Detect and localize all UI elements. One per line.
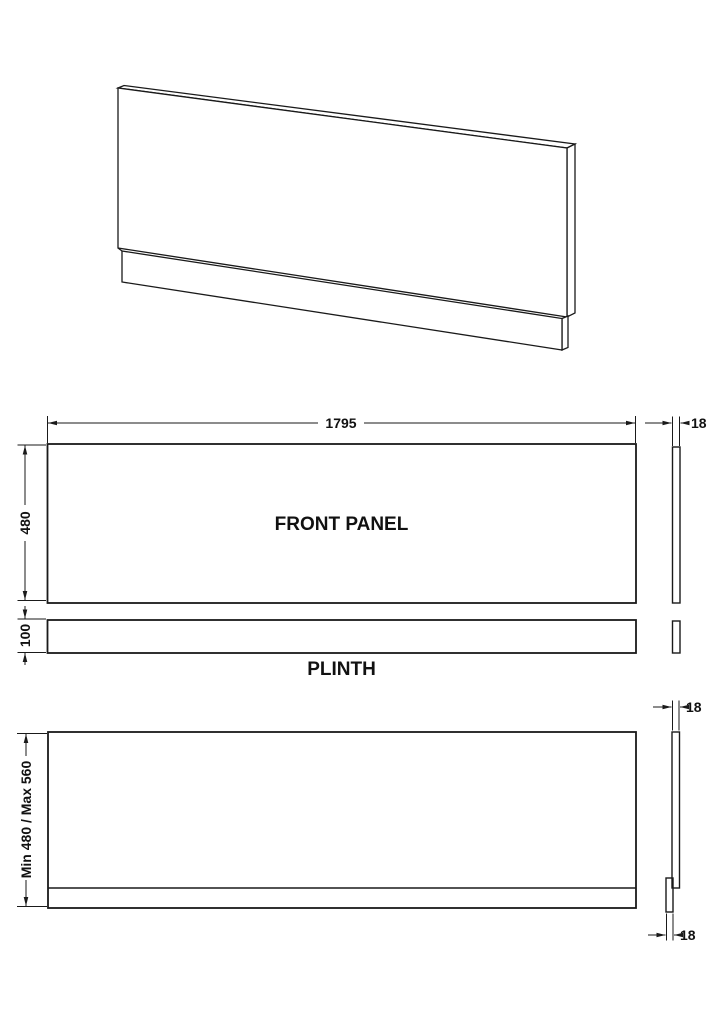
perspective-view — [118, 86, 575, 351]
plinth-height-value: 100 — [17, 623, 33, 648]
front-panel-view — [48, 444, 681, 603]
front-panel-thickness-value: 18 — [691, 415, 707, 431]
assembled-outline — [48, 732, 636, 908]
dim-assembled-height — [17, 734, 47, 907]
front-panel-width-value: 1795 — [325, 415, 357, 431]
front-panel-label: FRONT PANEL — [274, 514, 409, 535]
front-panel-side-profile — [673, 447, 681, 603]
assembled-plinth-thickness-value: 18 — [680, 927, 696, 943]
assembled-panel-thickness-value: 18 — [686, 699, 702, 715]
assembled-panel-side-profile — [672, 732, 680, 888]
dim-front-panel-thickness — [645, 415, 707, 446]
assembled-height-range-value: Min 480 / Max 560 — [18, 760, 34, 879]
dim-assembled-panel-thickness — [653, 699, 702, 731]
plinth-view — [48, 620, 681, 680]
plinth-side-profile — [673, 621, 681, 653]
dim-plinth-height — [17, 606, 46, 665]
plinth-3d-side-edge — [562, 316, 568, 350]
plinth-outline — [48, 620, 637, 653]
panel-3d-side-edge — [567, 144, 575, 317]
plinth-label: PLINTH — [307, 659, 376, 680]
front-panel-height-value: 480 — [17, 511, 33, 535]
assembled-view — [48, 732, 680, 912]
dim-assembled-plinth-thickness — [648, 914, 696, 944]
dim-front-panel-width — [48, 415, 636, 443]
dim-front-panel-height — [17, 445, 46, 601]
